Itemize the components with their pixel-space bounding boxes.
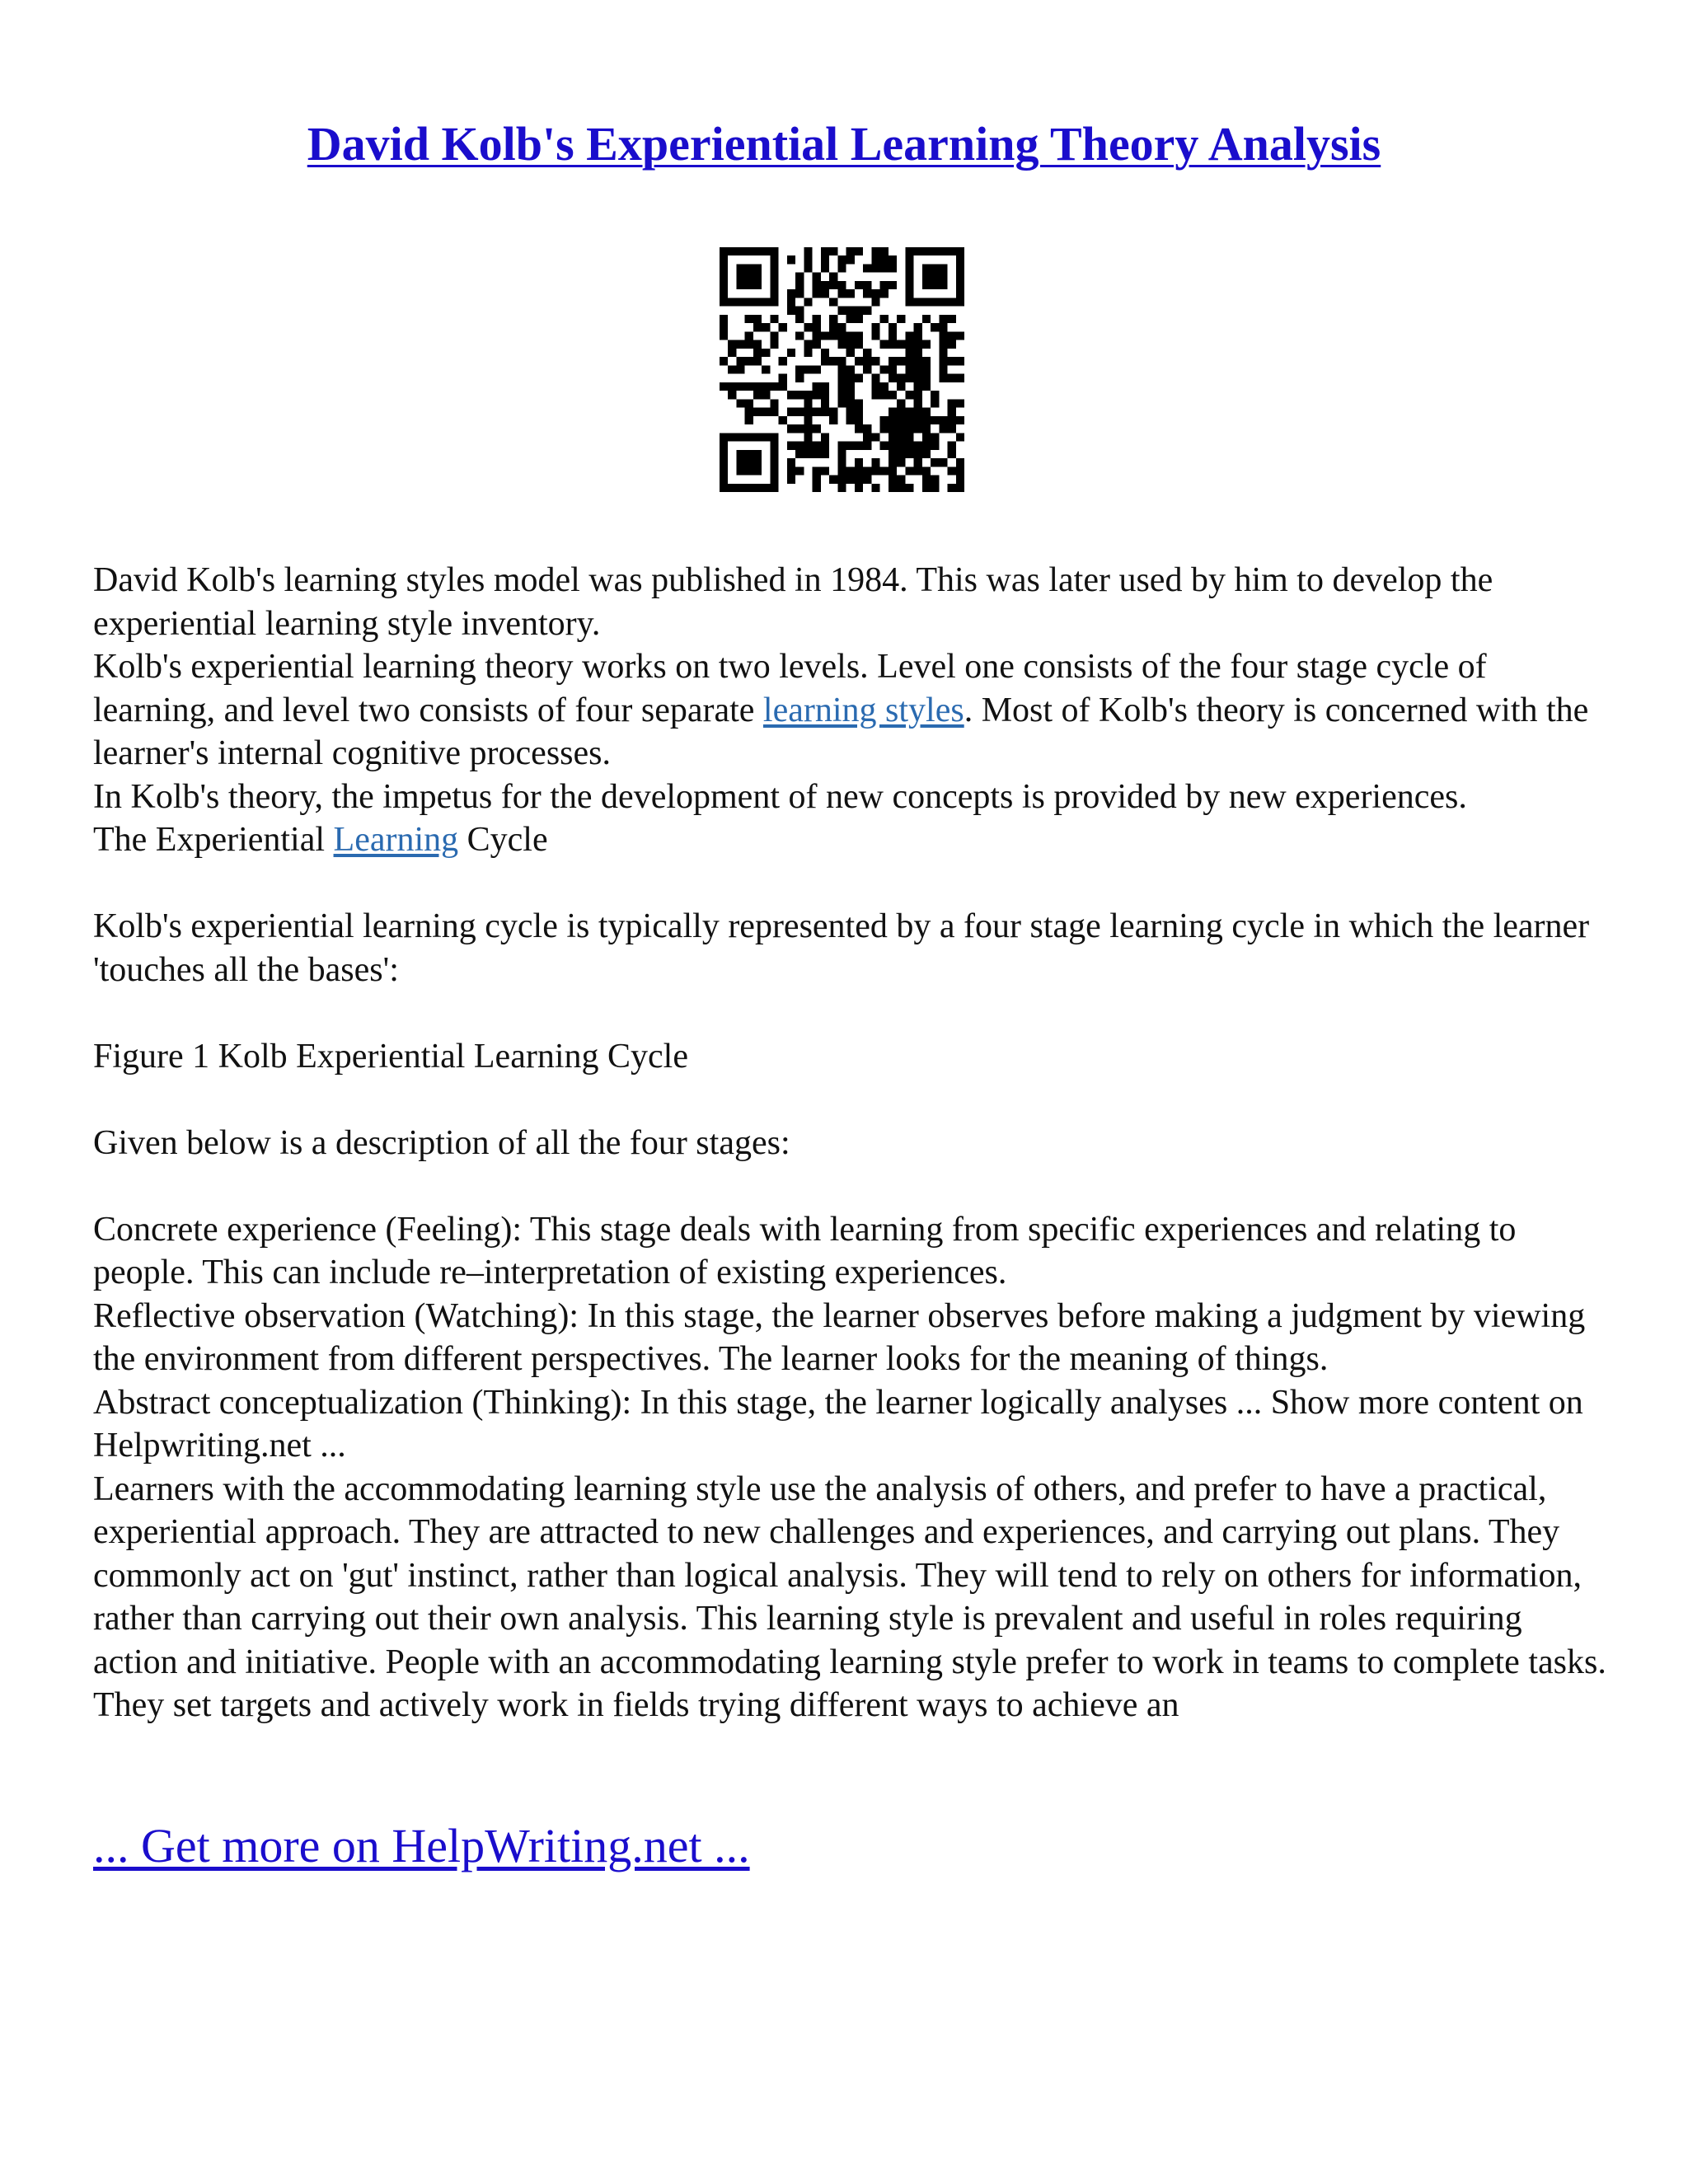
section-heading-text: The Experiential	[93, 821, 334, 859]
paragraph-levels-text: Kolb's experiential learning theory works on two levels. Level one consists of the four stage cycle of learning, and level two consists of four separate	[93, 648, 1487, 729]
page-title	[0, 115, 1688, 173]
qr-code-icon	[720, 247, 964, 492]
paragraph-intro: David Kolb's learning styles model was published in 1984. This was later used by him to develop the experiential learning style inventory.	[93, 561, 1493, 643]
article-body	[93, 559, 1610, 1727]
paragraph-abstract-conceptualization: Abstract conceptualization (Thinking): In this stage, the learner logically analyses ... Show more content on Helpwriting.net ...	[93, 1383, 1583, 1465]
title-link[interactable]: David Kolb's Experiential Learning Theory Analysis	[307, 117, 1381, 171]
paragraph-concrete-experience: Concrete experience (Feeling): This stage deals with learning from specific experiences and relating to people. This can include re–interpretation of existing experiences.	[93, 1210, 1517, 1291]
paragraph-accommodating-style: Learners with the accommodating learning style use the analysis of others, and prefer to have a practical, experiential approach. They are attracted to new challenges and experiences, and carrying out plans. They commonly act on 'gut' instinct, rather than logical analysis. They will tend to rely on others for information, rather than carrying out their own analysis. This learning style is prevalent and useful in roles requiring action and initiative. People with an accommodating learning style prefer to work in teams to complete tasks. They set targets and actively work in fields trying different ways to achieve an	[93, 1469, 1606, 1724]
spacer	[93, 1078, 1610, 1122]
section-heading-cycle	[93, 818, 1610, 862]
spacer	[93, 862, 1610, 906]
paragraph-levels	[93, 645, 1610, 776]
learning-link[interactable]: Learning	[333, 821, 459, 859]
paragraph-reflective-observation: Reflective observation (Watching): In this stage, the learner observes before making a judgment by viewing the environment from different perspectives. The learner looks for the meaning of things.	[93, 1296, 1586, 1378]
get-more-container	[93, 1817, 750, 1875]
spacer	[93, 991, 1610, 1035]
paragraph-impetus: In Kolb's theory, the impetus for the development of new concepts is provided by new experiences.	[93, 777, 1467, 816]
spacer	[93, 1165, 1610, 1208]
figure-caption: Figure 1 Kolb Experiential Learning Cycle	[93, 1037, 688, 1076]
paragraph-cycle: Kolb's experiential learning cycle is typically represented by a four stage learning cycle in which the learner 'touches all the bases':	[93, 907, 1590, 989]
paragraph-levels-text-end: . Most of Kolb's theory is concerned with the learner's internal cognitive processes.	[93, 691, 1589, 772]
get-more-link[interactable]: ... Get more on HelpWriting.net ...	[93, 1819, 750, 1872]
section-heading-text-end: Cycle	[458, 821, 548, 859]
learning-styles-link[interactable]: learning styles	[762, 691, 964, 729]
paragraph-stages-intro: Given below is a description of all the four stages:	[93, 1123, 790, 1162]
